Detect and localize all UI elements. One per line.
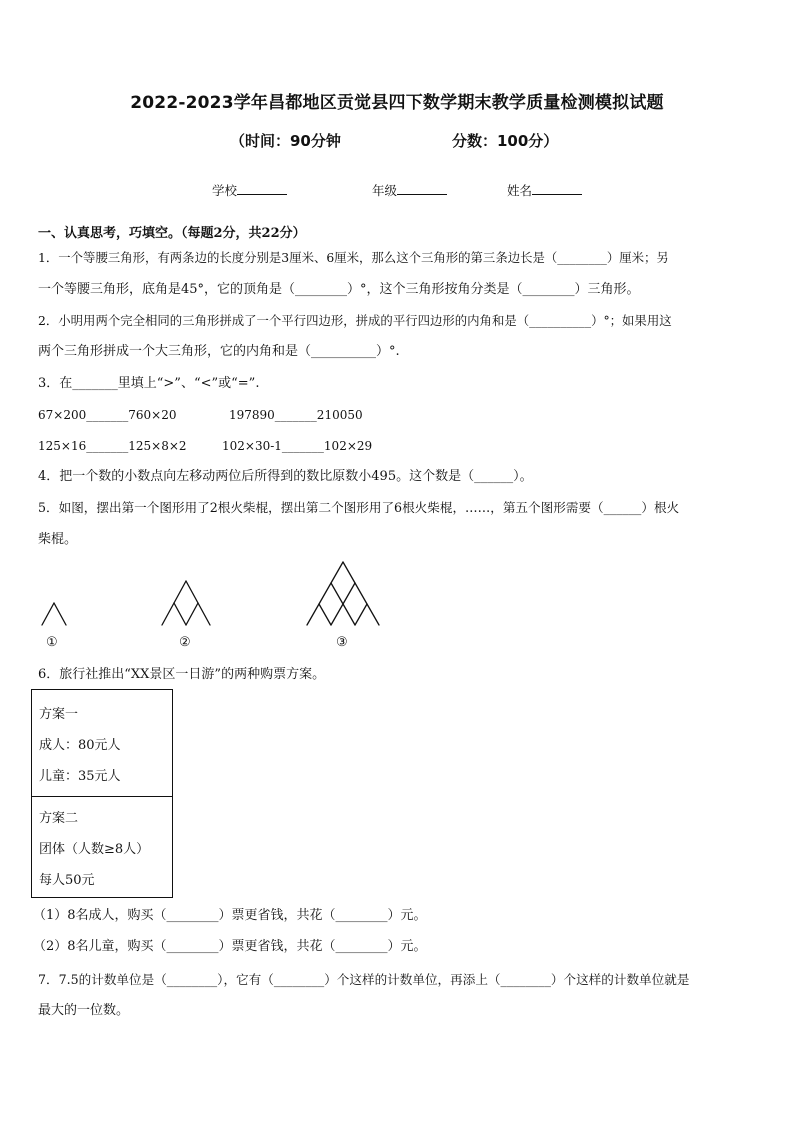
q3-stem: 3．在_______里填上“>”、“<”或“=”.: [38, 376, 260, 391]
plan2-box: [31, 795, 173, 898]
plan1-adult-price: 成人：80元人: [39, 738, 121, 753]
q6-sub1: （1）8名成人，购买（________）票更省钱，共花（________）元。: [33, 908, 427, 923]
q6-stem: 6．旅行社推出“XX景区一日游”的两种购票方案。: [38, 667, 326, 682]
figure-label-2: ②: [179, 635, 191, 650]
plan2-price: 每人50元: [39, 873, 95, 888]
q3-item-4: 102×30-1_______102×29: [222, 439, 373, 453]
q7-line2: 最大的一位数。: [38, 1003, 130, 1018]
q5-line1: 5．如图，摆出第一个图形用了2根火柴棍，摆出第二个图形用了6根火柴棍，……，第五个图形需要（______）根火: [38, 500, 680, 515]
q6-sub2: （2）8名儿童，购买（________）票更省钱，共花（________）元。: [33, 939, 427, 954]
q1-line2: 一个等腰三角形，底角是45°，它的顶角是（________）°，这个三角形按角分类是（________）三角形。: [38, 282, 640, 297]
exam-time: （时间：90分钟: [230, 132, 341, 150]
q2-line2: 两个三角形拼成一个大三角形，它的内角和是（__________）°.: [38, 344, 400, 359]
q3-item-3: 125×16_______125×8×2: [38, 439, 187, 453]
plan1-title: 方案一: [39, 707, 79, 722]
school-label: 学校: [212, 183, 238, 198]
q4: 4．把一个数的小数点向左移动两位后所得到的数比原数小495。这个数是（______）。: [38, 469, 533, 484]
exam-score: 分数：100分）: [452, 132, 559, 150]
section-heading: 一、认真思考，巧填空。（每题2分，共22分）: [38, 226, 306, 241]
q1-line1: 1．一个等腰三角形，有两条边的长度分别是3厘米、6厘米，那么这个三角形的第三条边长是（________）厘米；另: [38, 250, 669, 265]
q5-line2: 柴棍。: [38, 532, 78, 547]
figure-label-3: ③: [336, 635, 348, 650]
q2-line1: 2．小明用两个完全相同的三角形拼成了一个平行四边形，拼成的平行四边形的内角和是（__________）°；如果用这: [38, 313, 672, 328]
plan2-title: 方案二: [39, 811, 79, 826]
q7-line1: 7．7.5的计数单位是（________），它有（________）个这样的计数单位，再添上（________）个这样的计数单位就是: [38, 972, 690, 987]
q3-item-1: 67×200_______760×20: [38, 408, 177, 422]
name-label: 姓名: [507, 183, 533, 198]
plan1-child-price: 儿童：35元人: [39, 769, 121, 784]
figure-label-1: ①: [46, 635, 58, 650]
plan1-box: [31, 689, 173, 797]
plan2-group: 团体（人数≥8人）: [39, 842, 150, 857]
page-title: 2022-2023学年昌都地区贡觉县四下数学期末教学质量检测模拟试题: [130, 93, 664, 113]
grade-label: 年级: [372, 183, 398, 198]
q3-item-2: 197890_______210050: [229, 408, 363, 422]
